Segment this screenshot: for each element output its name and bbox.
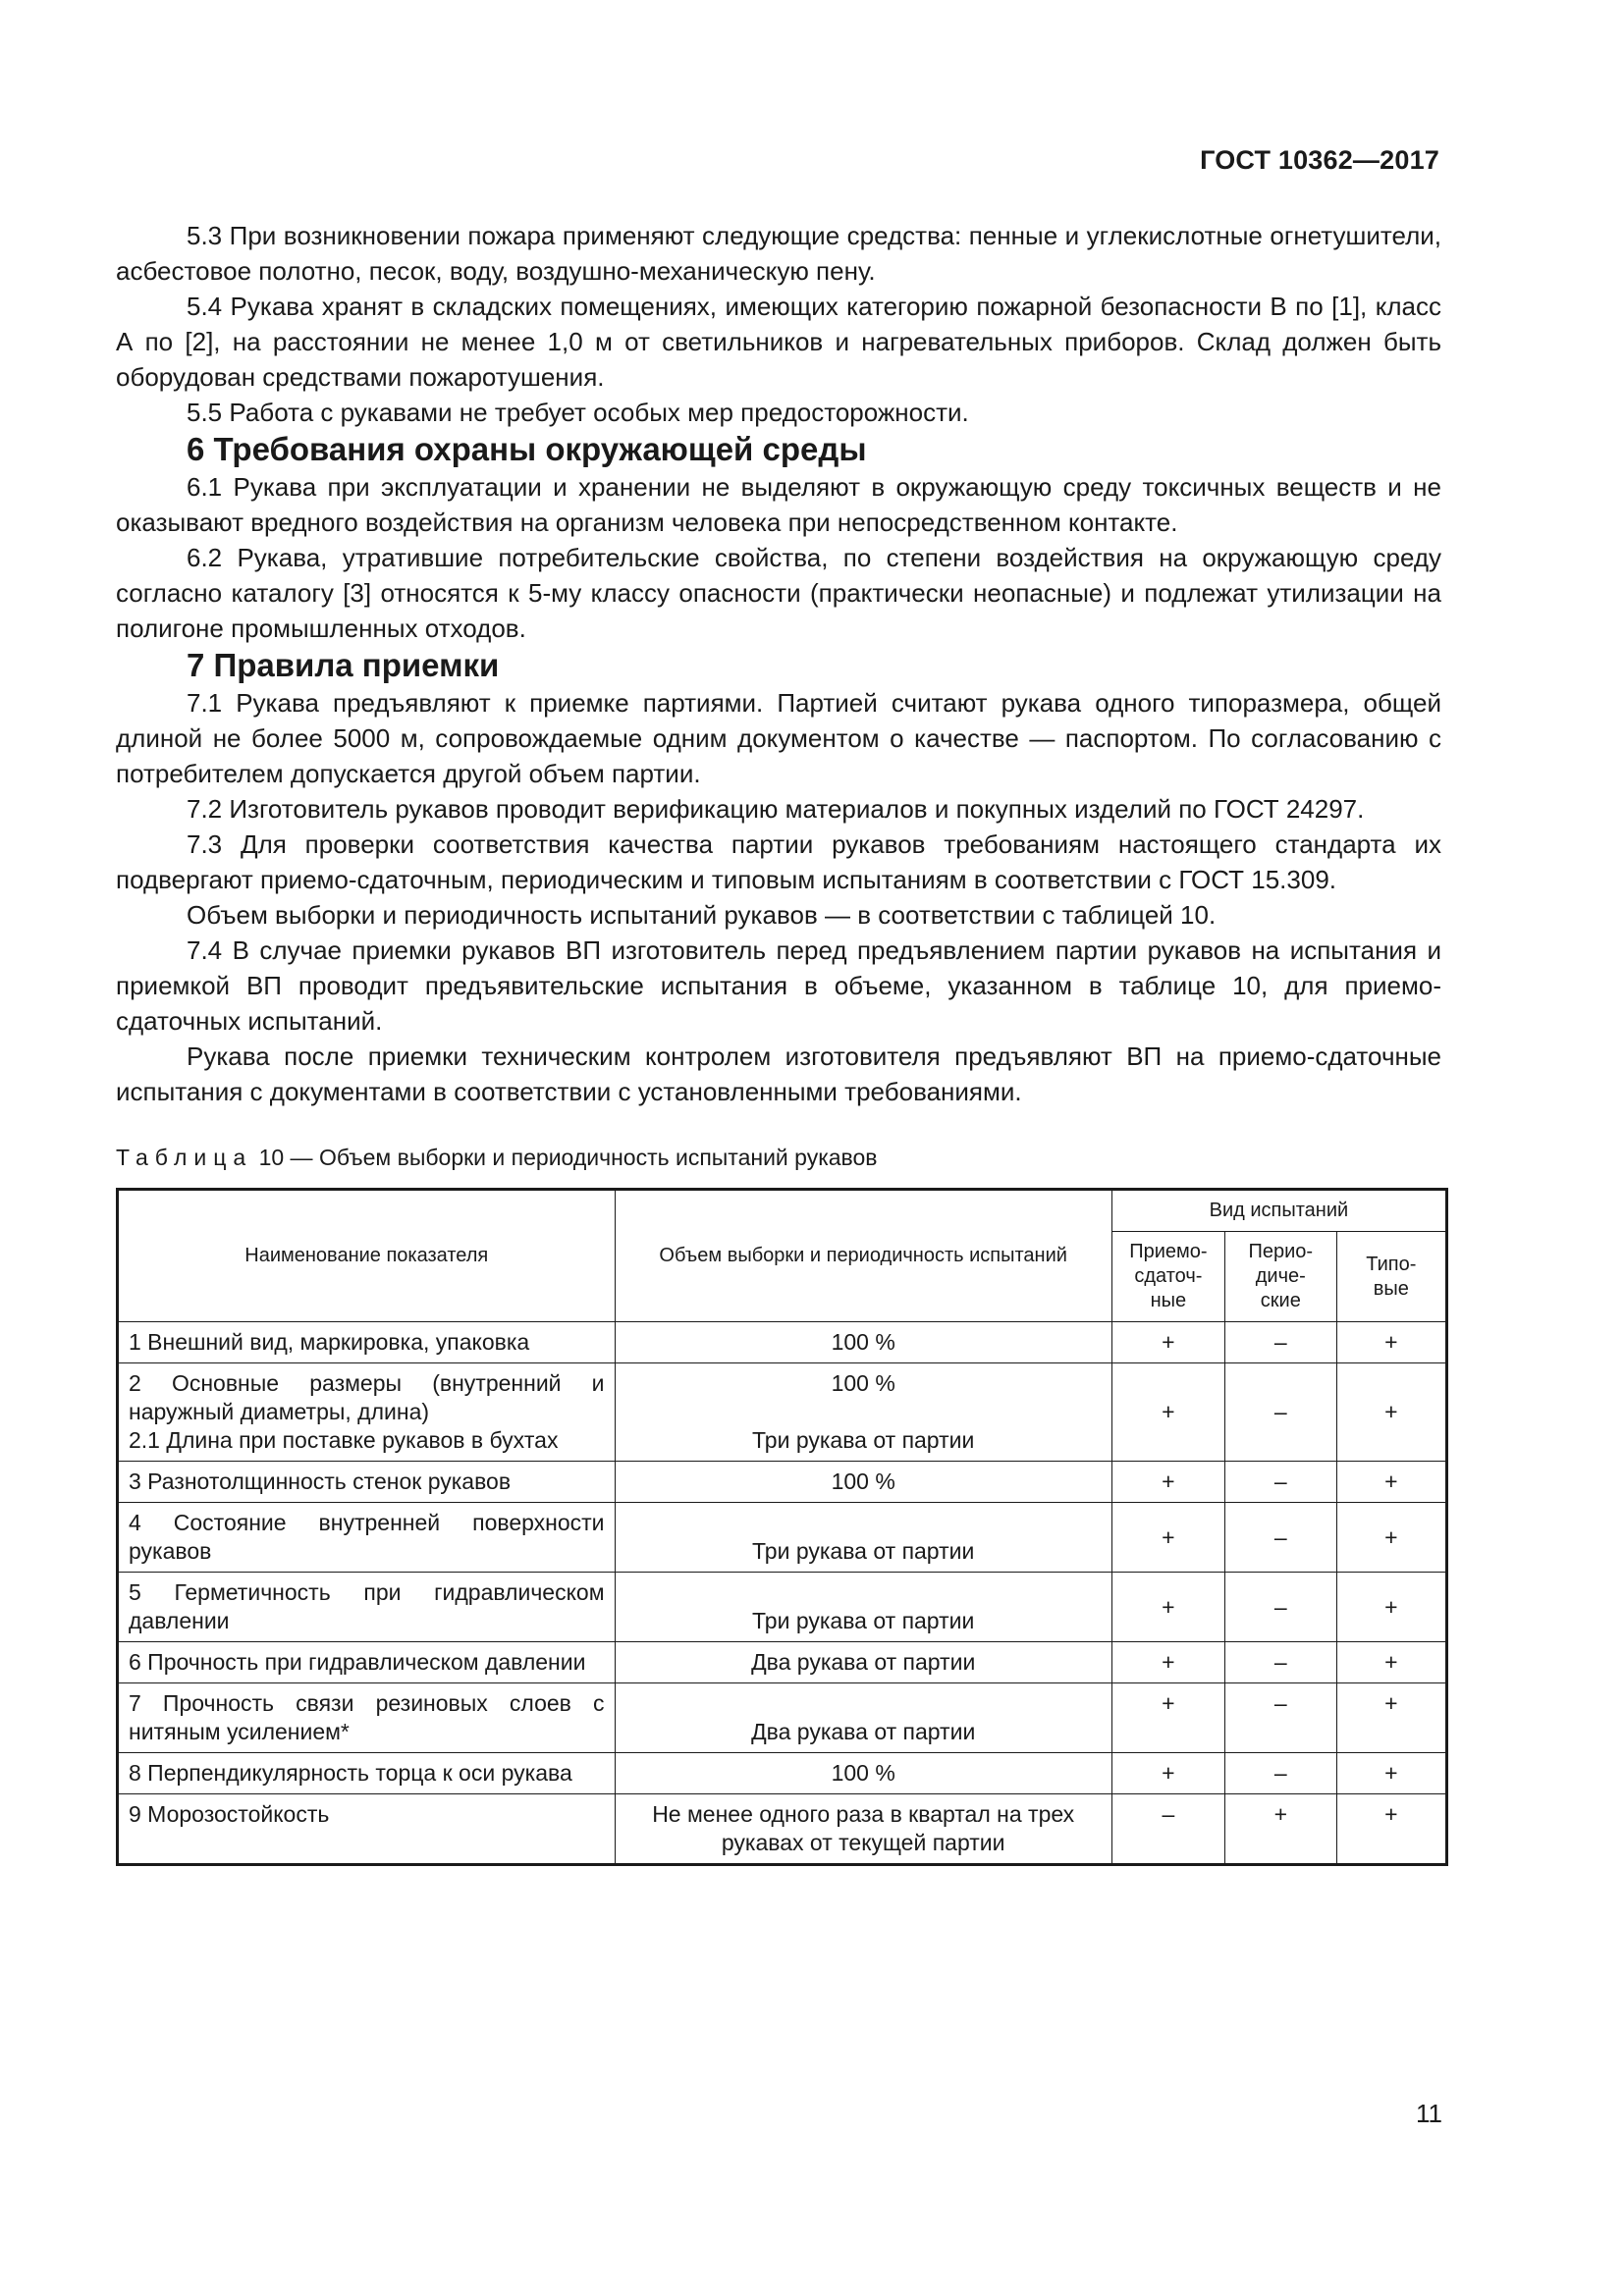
header-volume: Объем выборки и периодичность испытаний xyxy=(615,1190,1111,1322)
header-periodic: Перио- диче- ские xyxy=(1224,1232,1336,1322)
document-code: ГОСТ 10362—2017 xyxy=(1200,145,1439,175)
page-content xyxy=(116,218,1441,1866)
row-acceptance-mark: + xyxy=(1111,1642,1224,1683)
header-test-kind: Вид испытаний xyxy=(1111,1190,1446,1232)
row-name: 4 Состояние внутренней поверхности рукавов xyxy=(118,1503,616,1573)
row-volume: Три рукава от партии xyxy=(615,1503,1111,1573)
row-periodic-mark: – xyxy=(1224,1462,1336,1503)
row-name: 1 Внешний вид, маркировка, упаковка xyxy=(118,1322,616,1363)
row-type-mark: + xyxy=(1336,1794,1446,1865)
paragraph-7-1: 7.1 Рукава предъявляют к приемке партиями. Партией считают рукава одного типоразмера, общей длиной не более 5000 м, сопровождаемые одним документом о качестве — паспортом. По согласованию с потребителем допускается другой объем партии. xyxy=(116,688,1441,788)
row-type-mark: + xyxy=(1336,1573,1446,1642)
header-acceptance: Приемо- сдаточ- ные xyxy=(1111,1232,1224,1322)
row-name-sub: 2.1 Длина при поставке рукавов в бухтах xyxy=(129,1427,559,1453)
row-volume: Два рукава от партии xyxy=(615,1683,1111,1753)
row-type-mark: + xyxy=(1336,1322,1446,1363)
table-row xyxy=(118,1503,1447,1573)
row-name: 8 Перпендикулярность торца к оси рукава xyxy=(118,1753,616,1794)
row-volume: Не менее одного раза в квартал на трех рукавах от текущей партии xyxy=(615,1794,1111,1865)
row-name: 3 Разнотолщинность стенок рукавов xyxy=(118,1462,616,1503)
table-row xyxy=(118,1573,1447,1642)
row-name: 6 Прочность при гидравлическом давлении xyxy=(118,1642,616,1683)
paragraph-5-4: 5.4 Рукава хранят в складских помещениях, имеющих категорию пожарной безопасности В по [1], класс А по [2], на расстоянии не менее 1,0 м от светильников и нагревательных приборов. Склад должен быть оборудован средствами пожаротушения. xyxy=(116,292,1441,392)
paragraph-7-3: 7.3 Для проверки соответствия качества партии рукавов требованиям настоящего стандарта их подвергают приемо-сдаточным, периодическим и типовым испытаниям в соответствии с ГОСТ 15.309. xyxy=(116,829,1441,894)
row-volume xyxy=(615,1363,1111,1462)
row-periodic-mark: – xyxy=(1224,1322,1336,1363)
row-name-main: 2 Основные размеры (внутренний и наружный диаметры, длина) xyxy=(129,1370,605,1424)
row-volume: Три рукава от партии xyxy=(615,1573,1111,1642)
row-periodic-mark: – xyxy=(1224,1573,1336,1642)
row-volume: Два рукава от партии xyxy=(615,1642,1111,1683)
row-type-mark: + xyxy=(1336,1503,1446,1573)
table-row xyxy=(118,1794,1447,1865)
row-acceptance-mark: + xyxy=(1111,1322,1224,1363)
table-row xyxy=(118,1322,1447,1363)
table-caption xyxy=(116,1143,1441,1172)
paragraph-7-4-note: Рукава после приемки техническим контролем изготовителя предъявляют ВП на приемо-сдаточные испытания с документами в соответствии с установленными требованиями. xyxy=(116,1041,1441,1106)
paragraph-6-1: 6.1 Рукава при эксплуатации и хранении не выделяют в окружающую среду токсичных веществ и не оказывают вредного воздействия на организм человека при непосредственном контакте. xyxy=(116,472,1441,537)
paragraph-5-3: 5.3 При возникновении пожара применяют следующие средства: пенные и углекислотные огнетушители, асбестовое полотно, песок, воду, воздушно-механическую пену. xyxy=(116,221,1441,286)
row-periodic-mark: + xyxy=(1224,1794,1336,1865)
row-type-mark: + xyxy=(1336,1642,1446,1683)
row-type-mark: + xyxy=(1336,1683,1446,1753)
section-6-heading: 6 Требования охраны окружающей среды xyxy=(187,431,867,467)
row-name: 5 Герметичность при гидравлическом давлении xyxy=(118,1573,616,1642)
row-acceptance-mark: – xyxy=(1111,1794,1224,1865)
paragraph-6-2: 6.2 Рукава, утратившие потребительские свойства, по степени воздействия на окружающую среду согласно каталогу [3] относятся к 5-му классу опасности (практически неопасные) и подлежат утилизации на полигоне промышленных отходов. xyxy=(116,543,1441,643)
row-periodic-mark: – xyxy=(1224,1753,1336,1794)
table-row xyxy=(118,1753,1447,1794)
paragraph-7-4: 7.4 В случае приемки рукавов ВП изготовитель перед предъявлением партии рукавов на испытания и приемкой ВП проводит предъявительские испытания в объеме, указанном в таблице 10, для приемо-сдаточных испытаний. xyxy=(116,935,1441,1036)
paragraph-5-5: 5.5 Работа с рукавами не требует особых мер предосторожности. xyxy=(187,398,969,427)
row-type-mark: + xyxy=(1336,1753,1446,1794)
table-row xyxy=(118,1363,1447,1462)
row-acceptance-mark: + xyxy=(1111,1753,1224,1794)
paragraph-7-3-note: Объем выборки и периодичность испытаний рукавов — в соответствии с таблицей 10. xyxy=(187,900,1217,930)
section-7-heading: 7 Правила приемки xyxy=(187,647,500,683)
table-row xyxy=(118,1683,1447,1753)
row-volume: 100 % xyxy=(615,1462,1111,1503)
table-caption-word: Таблица xyxy=(116,1145,253,1170)
row-name: 7 Прочность связи резиновых слоев с нитяным усилением* xyxy=(118,1683,616,1753)
row-acceptance-mark: + xyxy=(1111,1503,1224,1573)
paragraph-7-2: 7.2 Изготовитель рукавов проводит верификацию материалов и покупных изделий по ГОСТ 24297. xyxy=(187,794,1365,824)
row-periodic-mark: – xyxy=(1224,1683,1336,1753)
row-acceptance-mark: + xyxy=(1111,1363,1224,1462)
table-caption-text: 10 — Объем выборки и периодичность испытаний рукавов xyxy=(258,1145,878,1170)
row-volume: 100 % xyxy=(615,1322,1111,1363)
row-volume: 100 % xyxy=(615,1753,1111,1794)
row-periodic-mark: – xyxy=(1224,1503,1336,1573)
table-row xyxy=(118,1642,1447,1683)
row-volume-sub: Три рукава от партии xyxy=(752,1427,975,1453)
row-volume-main: 100 % xyxy=(831,1370,895,1396)
row-periodic-mark: – xyxy=(1224,1642,1336,1683)
row-acceptance-mark: + xyxy=(1111,1462,1224,1503)
row-type-mark: + xyxy=(1336,1363,1446,1462)
header-name: Наименование показателя xyxy=(118,1190,616,1322)
header-type: Типо- вые xyxy=(1336,1232,1446,1322)
row-periodic-mark: – xyxy=(1224,1363,1336,1462)
row-acceptance-mark: + xyxy=(1111,1573,1224,1642)
table-10 xyxy=(116,1188,1448,1866)
row-name xyxy=(118,1363,616,1462)
row-type-mark: + xyxy=(1336,1462,1446,1503)
row-name: 9 Морозостойкость xyxy=(118,1794,616,1865)
row-acceptance-mark: + xyxy=(1111,1683,1224,1753)
page-number: 11 xyxy=(1416,2099,1442,2128)
table-row xyxy=(118,1462,1447,1503)
